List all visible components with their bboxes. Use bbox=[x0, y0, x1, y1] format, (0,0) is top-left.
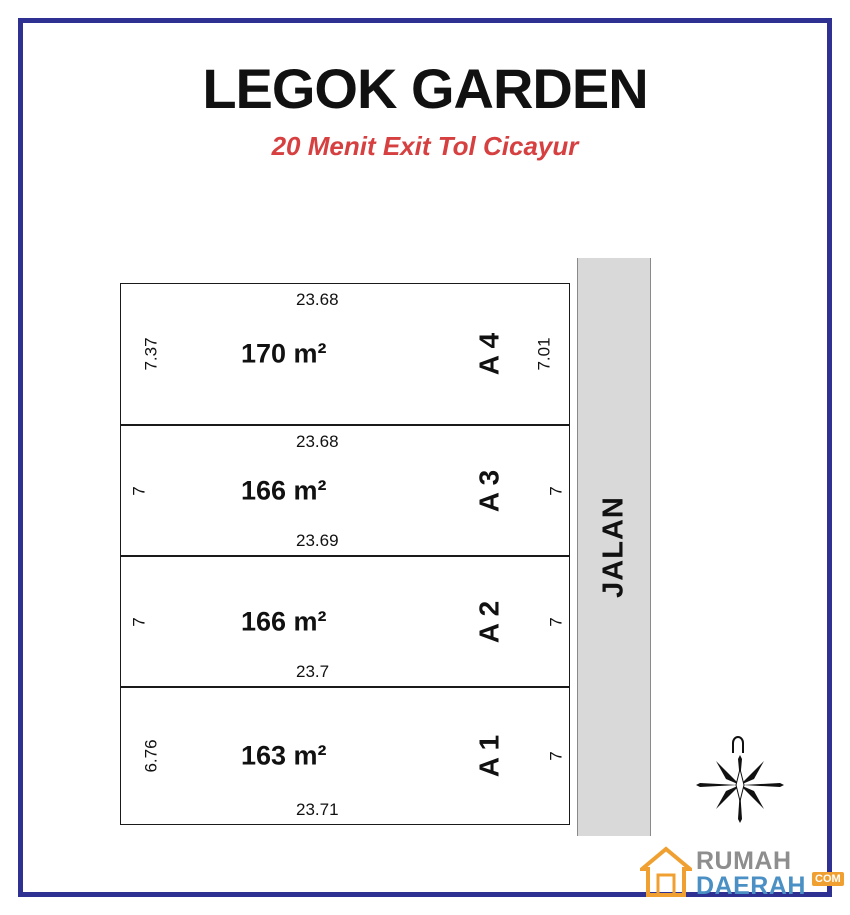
compass-icon bbox=[690, 735, 790, 825]
dimension-right-a2: 7 bbox=[546, 616, 566, 627]
site-plan-diagram bbox=[120, 283, 650, 823]
kavling-area-a1: 163 m² bbox=[241, 740, 327, 771]
page-subtitle: 20 Menit Exit Tol Cicayur bbox=[271, 130, 579, 161]
kavling-a2[interactable] bbox=[120, 556, 570, 687]
dimension-left-a2: 7 bbox=[129, 616, 149, 627]
kavling-a3[interactable] bbox=[120, 425, 570, 556]
kavling-a4[interactable] bbox=[120, 283, 570, 425]
watermark-line2: DAERAH bbox=[696, 872, 806, 900]
dimension-top-a3: 23.68 bbox=[296, 432, 339, 451]
dimension-bottom-a3: 23.69 bbox=[296, 531, 339, 550]
dimension-top-a4: 23.68 bbox=[296, 290, 339, 309]
watermark-text bbox=[696, 849, 806, 899]
watermark-tld: COM bbox=[812, 872, 844, 886]
kavling-code-a4: A 4 bbox=[473, 332, 505, 376]
dimension-right-a1: 7 bbox=[546, 751, 566, 761]
house-icon bbox=[640, 845, 692, 901]
title-block bbox=[0, 57, 850, 162]
dimension-left-a3: 7 bbox=[129, 485, 149, 496]
kavling-a1[interactable] bbox=[120, 687, 570, 825]
kavling-code-a2: A 2 bbox=[473, 600, 505, 643]
watermark-logo bbox=[640, 845, 840, 907]
kavling-area-a2: 166 m² bbox=[241, 606, 327, 636]
dimension-right-a4: 7.01 bbox=[534, 337, 554, 371]
kavling-area-a3: 166 m² bbox=[241, 475, 327, 505]
kavling-code-a1: A 1 bbox=[473, 734, 505, 778]
kavling-code-a3: A 3 bbox=[473, 469, 505, 512]
dimension-bottom-a1: 23.71 bbox=[296, 800, 339, 819]
dimension-left-a4: 7.37 bbox=[141, 337, 161, 371]
dimension-left-a1: 6.76 bbox=[141, 739, 161, 773]
kavling-area-a4: 170 m² bbox=[241, 338, 327, 369]
road-label: JALAN bbox=[597, 496, 630, 598]
page-title: LEGOK GARDEN bbox=[202, 57, 648, 120]
watermark-line1: RUMAH bbox=[696, 847, 792, 875]
road-strip bbox=[577, 258, 651, 836]
dimension-right-a3: 7 bbox=[546, 485, 566, 496]
dimension-bottom-a2: 23.7 bbox=[296, 662, 330, 681]
